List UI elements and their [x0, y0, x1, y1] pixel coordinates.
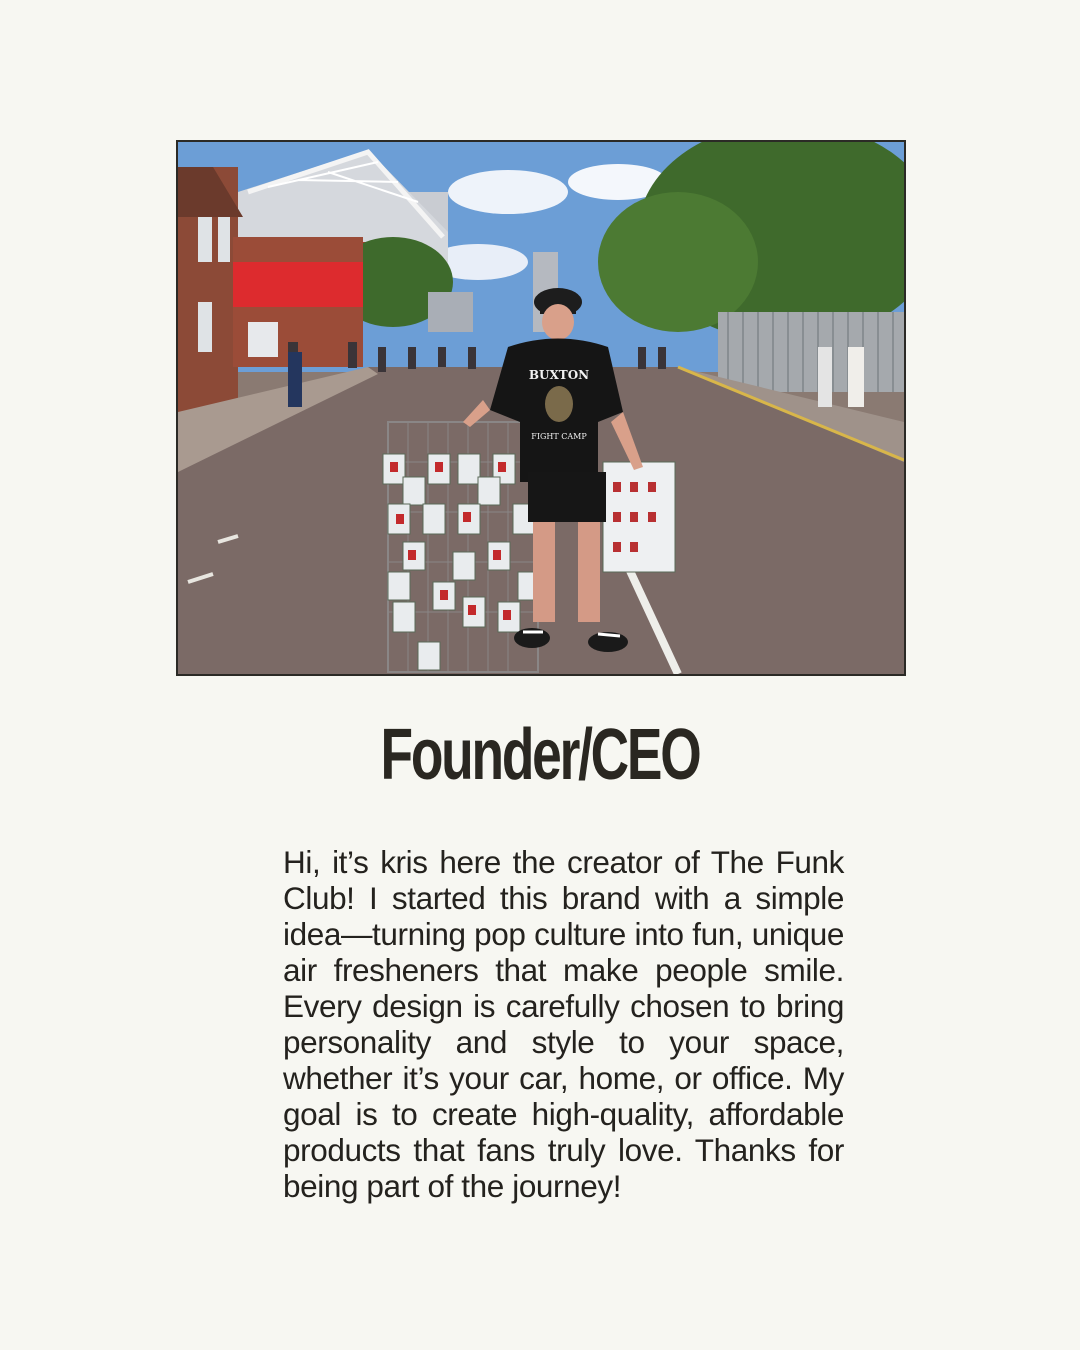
svg-text:BUXTON: BUXTON — [528, 368, 590, 382]
svg-text:FIGHT CAMP: FIGHT CAMP — [531, 432, 587, 441]
founder-bio-text: Hi, it’s kris here the creator of The Funk Club! I started this brand with a simple idea—turning pop culture into fun, unique air fresheners that make people smile. Every design is carefully chosen to bring personality and style to your space, whether it’s your car, home, or office. My goal is to create high-quality, affordable products that fans truly love. Thanks for being part of the journey! — [283, 844, 844, 1204]
founder-photo — [176, 140, 906, 676]
photo-illustration — [178, 142, 904, 674]
page-title: Founder/CEO — [380, 715, 700, 795]
